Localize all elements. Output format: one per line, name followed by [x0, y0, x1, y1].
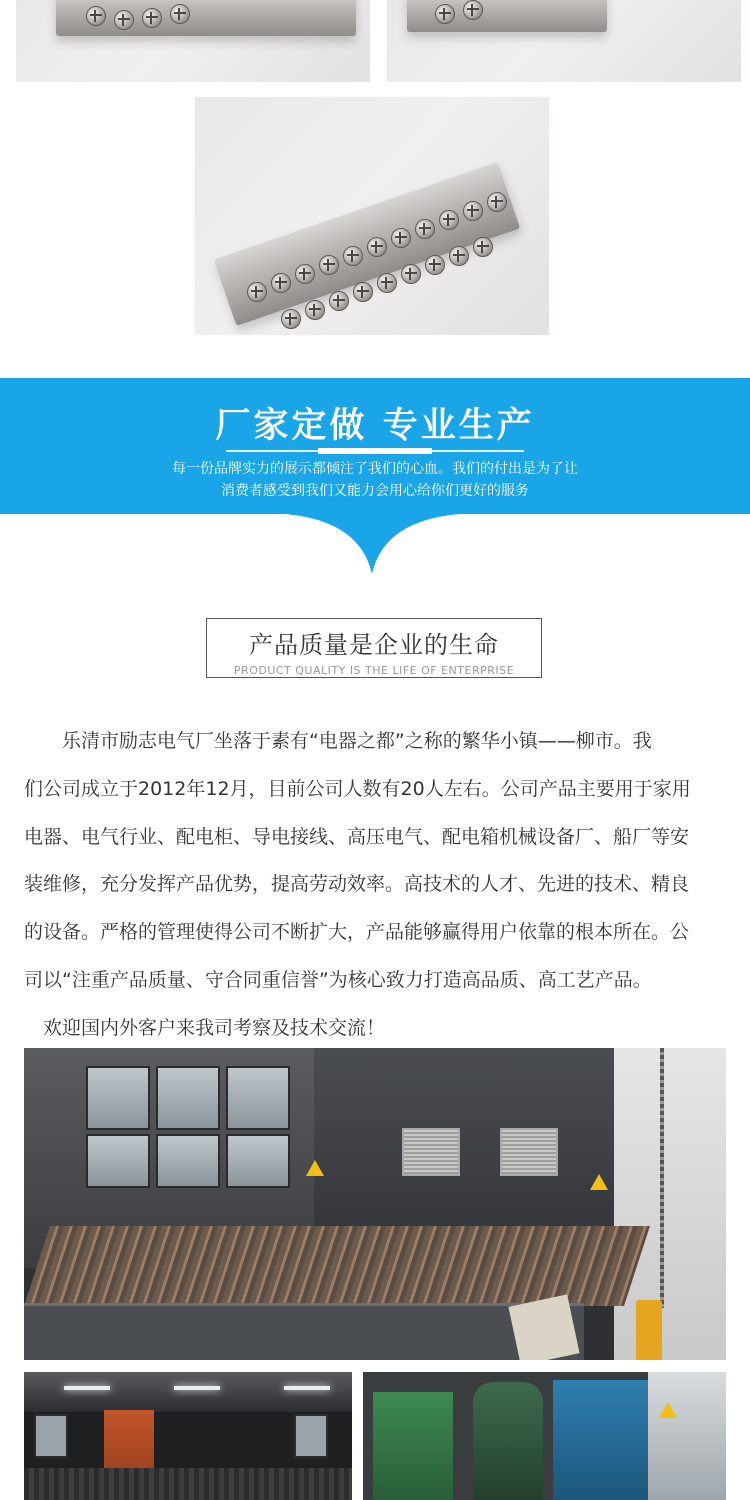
factory-laser-cutter-photo — [24, 1048, 726, 1360]
intro-line: 司以“注重产品质量、守合同重信誉”为核心致力打造高品质、高工艺产品。 — [24, 968, 652, 991]
product-photo-left — [16, 0, 370, 82]
banner-subtitle-line2: 消费者感受到我们又能力会用心给你们更好的服务 — [221, 483, 529, 499]
banner-title: 厂家定做 专业生产 — [215, 406, 535, 446]
factory-workshop-photo — [24, 1372, 352, 1500]
product-photo-right — [387, 0, 741, 82]
product-photo-center — [195, 97, 549, 335]
intro-line: 电器、电气行业、配电柜、导电接线、高压电气、配电箱机械设备厂、船厂等安 — [24, 825, 690, 848]
banner-subtitle-line1: 每一份品牌实力的展示都倾注了我们的心血。我们的付出是为了让 — [172, 461, 578, 477]
intro-line: 乐清市励志电气厂坐落于素有“电器之都”之称的繁华小镇——柳市。我 — [24, 730, 652, 752]
intro-line: 们公司成立于2012年12月，目前公司人数有20人左右。公司产品主要用于家用 — [24, 777, 691, 800]
factory-press-machines-photo — [363, 1372, 726, 1500]
banner-divider — [226, 450, 524, 452]
section-subtitle: PRODUCT QUALITY IS THE LIFE OF ENTERPRISE — [233, 664, 515, 677]
company-intro — [24, 718, 726, 1053]
intro-line: 装维修，充分发挥产品优势，提高劳动效率。高技术的人才、先进的技术、精良 — [24, 873, 690, 896]
promo-banner — [0, 378, 750, 578]
intro-welcome: 欢迎国内外客户来我司考察及技术交流！ — [24, 1016, 386, 1039]
intro-line: 的设备。严格的管理使得公司不断扩大，产品能够赢得用户依靠的根本所在。公 — [24, 921, 690, 944]
section-heading-box — [206, 618, 542, 678]
section-title: 产品质量是企业的生命 — [249, 631, 499, 659]
